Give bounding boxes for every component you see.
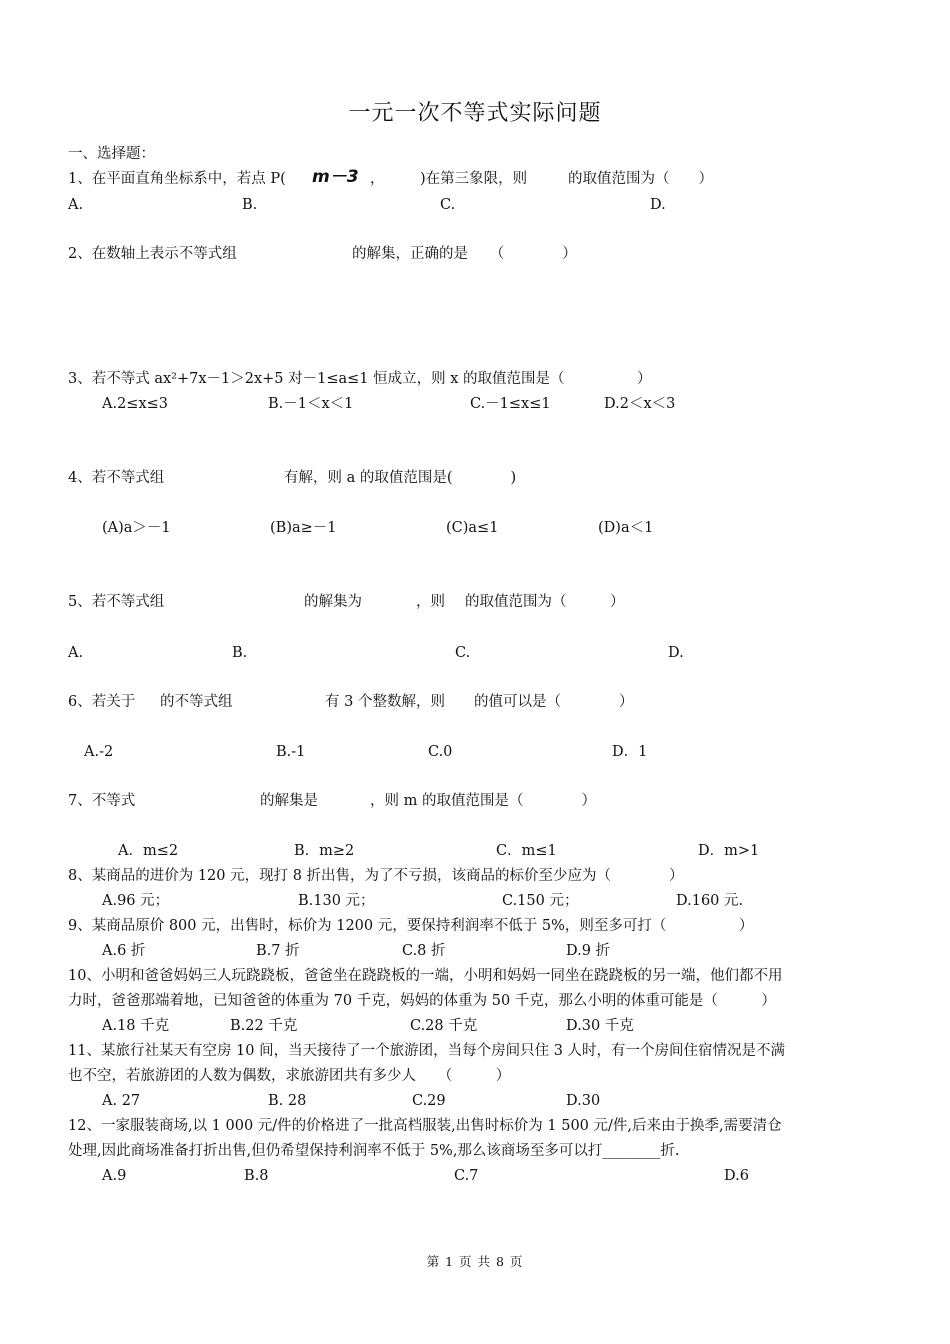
q2-text-b: 的解集，正确的是 （ ） (352, 246, 577, 262)
q9-option-a: A.6 折 (102, 943, 146, 959)
q8-option-d: D.160 元. (676, 893, 744, 909)
q4-text-a: 4、若不等式组 (68, 470, 165, 486)
q11-option-d: D.30 (566, 1093, 601, 1109)
q10-line1: 10、小明和爸爸妈妈三人玩跷跷板，爸爸坐在跷跷板的一端，小明和妈妈一同坐在跷跷板的另一端，他们都不用 (68, 968, 783, 984)
q7-option-c: C．m≤1 (496, 843, 557, 859)
q1-text-b: ， (370, 171, 385, 187)
q9-text: 9、某商品原价 800 元，出售时，标价为 1200 元，要保持利润率不低于 5%，则至多可打（ ） (68, 918, 754, 934)
q11-option-b: B. 28 (268, 1093, 307, 1109)
q10-option-a: A.18 千克 (102, 1018, 170, 1034)
q3-option-c: C.－1≤x≤1 (470, 396, 551, 412)
q4-option-c: (C)a≤1 (446, 520, 499, 536)
q8-option-a: A.96 元； (102, 893, 170, 909)
q8-text: 8、某商品的进价为 120 元，现打 8 折出售，为了不亏损，该商品的标价至少应为（ ） (68, 868, 684, 884)
q7-option-b: B．m≥2 (294, 843, 355, 859)
q5-option-b: B. (232, 645, 248, 661)
q1-option-b: B. (242, 197, 258, 213)
page-footer: 第 1 页 共 8 页 (426, 1254, 524, 1269)
q5-text-b: 的解集为 (304, 594, 362, 610)
q9-option-d: D.9 折 (566, 943, 611, 959)
q11-line1: 11、某旅行社某天有空房 10 间，当天接待了一个旅游团，当每个房间只住 3 人时，有一个房间住宿情况是不满 (68, 1043, 786, 1059)
q12-option-c: C.7 (454, 1168, 479, 1184)
q6-text-b: 的不等式组 (160, 694, 233, 710)
q8-option-b: B.130 元； (298, 893, 375, 909)
q5-option-d: D. (668, 645, 684, 661)
q9-option-b: B.7 折 (256, 943, 300, 959)
q12-line2: 处理,因此商场准备打折出售,但仍希望保持利润率不低于 5%,那么该商场至多可以打________折. (68, 1143, 680, 1159)
q1-text-a: 1、在平面直角坐标系中，若点 P( (68, 171, 286, 187)
q6-text-c: 有 3 个整数解，则 (325, 694, 445, 710)
q4-option-a: (A)a＞－1 (102, 520, 171, 536)
q9-option-c: C.8 折 (402, 943, 446, 959)
q6-text-d: 的值可以是（ ） (474, 694, 634, 710)
q6-option-d: D．1 (612, 744, 648, 760)
q10-option-d: D.30 千克 (566, 1018, 634, 1034)
q1-math: m－3 (312, 167, 359, 187)
q3-option-d: D.2＜x＜3 (604, 396, 676, 412)
q11-option-a: A. 27 (102, 1093, 141, 1109)
page-title: 一元一次不等式实际问题 (348, 101, 602, 126)
q5-text-d: 的取值范围为（ ） (465, 594, 625, 610)
section-heading: 一、选择题： (68, 146, 155, 162)
q1-option-a: A. (68, 197, 84, 213)
q3-option-a: A.2≤x≤3 (102, 396, 169, 412)
q5-option-a: A. (68, 645, 84, 661)
q3-option-b: B.－1＜x＜1 (268, 396, 354, 412)
q1-text-d: 的取值范围为（ ） (568, 171, 713, 187)
q7-option-a: A．m≤2 (118, 843, 179, 859)
q12-option-d: D.6 (724, 1168, 749, 1184)
q8-option-c: C.150 元； (502, 893, 579, 909)
q5-text-a: 5、若不等式组 (68, 594, 165, 610)
q10-option-b: B.22 千克 (230, 1018, 298, 1034)
q12-option-a: A.9 (102, 1168, 127, 1184)
q4-option-d: (D)a＜1 (598, 520, 654, 536)
q5-option-c: C. (455, 645, 471, 661)
q10-line2: 力时，爸爸那端着地，已知爸爸的体重为 70 千克，妈妈的体重为 50 千克，那么小明的体重可能是（ ） (68, 993, 776, 1009)
q2-text-a: 2、在数轴上表示不等式组 (68, 246, 237, 262)
q6-text-a: 6、若关于 (68, 694, 136, 710)
q6-option-b: B.-1 (276, 744, 306, 760)
q3-text: 3、若不等式 ax²+7x－1＞2x+5 对－1≤a≤1 恒成立，则 x 的取值范围是（ ） (68, 371, 652, 387)
q4-option-b: (B)a≥－1 (270, 520, 337, 536)
q7-text-a: 7、不等式 (68, 793, 136, 809)
q10-option-c: C.28 千克 (410, 1018, 478, 1034)
q6-option-a: A.-2 (84, 744, 114, 760)
q11-option-c: C.29 (412, 1093, 446, 1109)
q4-text-b: 有解，则 a 的取值范围是( ) (284, 470, 517, 486)
q7-text-b: 的解集是 (260, 793, 318, 809)
q1-text-c: )在第三象限，则 (420, 171, 528, 187)
q1-option-d: D. (650, 197, 666, 213)
q6-option-c: C.0 (428, 744, 453, 760)
q11-line2: 也不空，若旅游团的人数为偶数，求旅游团共有多少人 （ ） (68, 1068, 511, 1084)
q12-option-b: B.8 (244, 1168, 269, 1184)
q5-text-c: ，则 (416, 594, 445, 610)
q7-text-c: ，则 m 的取值范围是（ ） (370, 793, 596, 809)
q1-option-c: C. (440, 197, 456, 213)
q12-line1: 12、一家服装商场,以 1 000 元/件的价格进了一批高档服装,出售时标价为 1 500 元/件,后来由于换季,需要清仓 (68, 1118, 782, 1134)
q7-option-d: D．m>1 (698, 843, 760, 859)
